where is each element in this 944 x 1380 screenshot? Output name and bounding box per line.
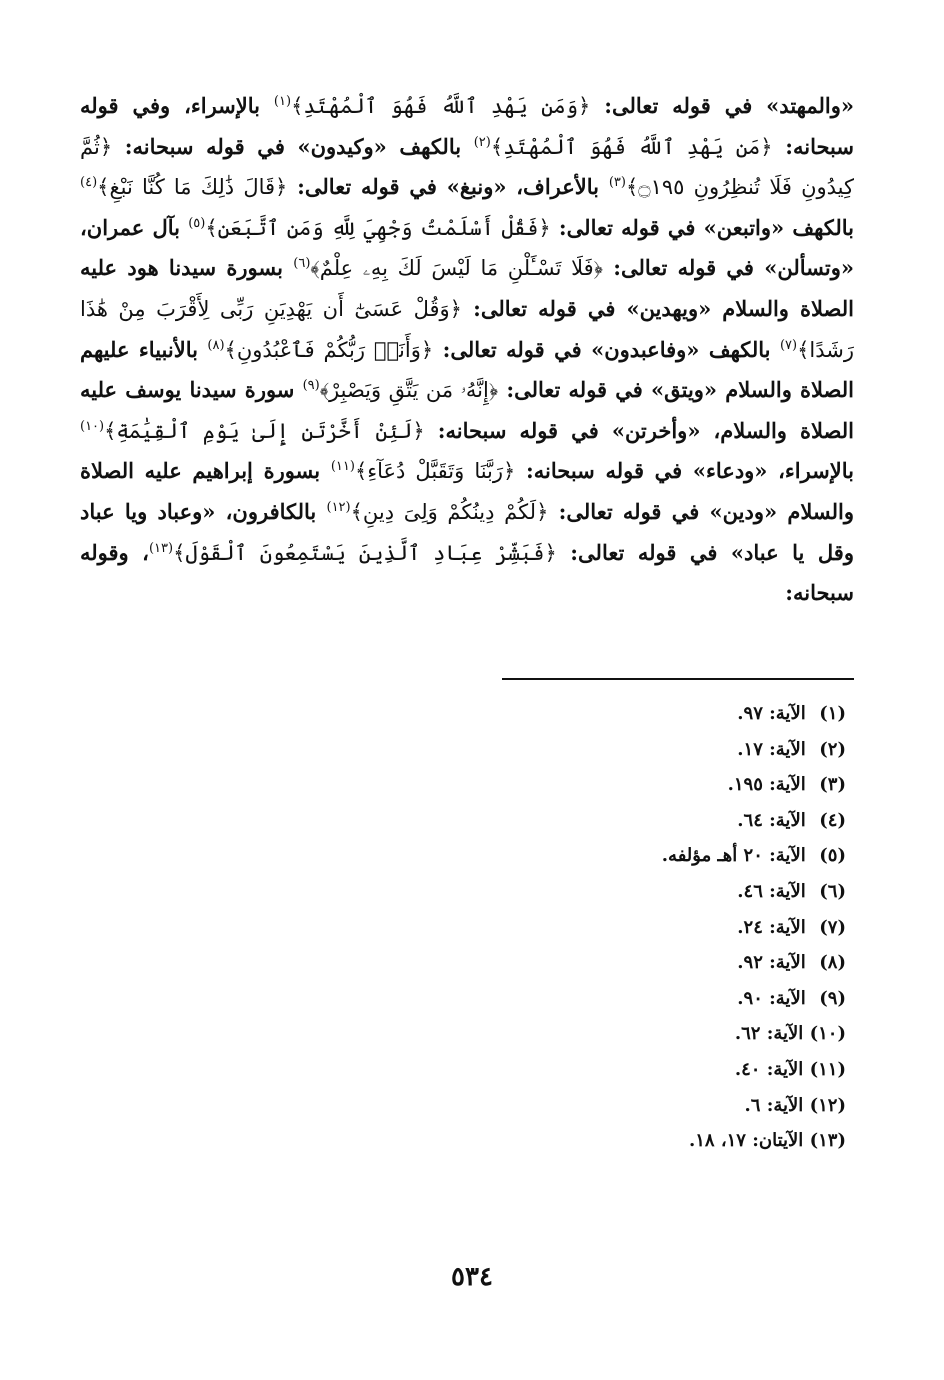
footnote-reference: (٨) (207, 337, 225, 353)
body-text-segment: سورة سيدنا يوسف عليه الصلاة والسلام، «وأخرتن» في قوله سبحانه: (80, 377, 855, 443)
footnote-reference: (١٣) (148, 540, 174, 556)
quran-verse: ﴿ثُمَّ كِيدُونِ فَلَا تُنظِرُونِ ۝١٩٥﴾ (80, 134, 854, 200)
footnote-number: (٨) (819, 952, 846, 974)
footnote-text: الآية: ٩٢. (737, 952, 806, 974)
body-text-segment: ، وقوله سبحانه: (80, 539, 854, 606)
footnote-text: الآية: ٩٧. (737, 703, 806, 724)
footnote-item (380, 910, 846, 946)
footnote-text: الآية: ٤٦. (737, 880, 806, 902)
quran-verse: ﴿إِنَّهُۥ مَن يَتَّقِ وَيَصْبِرْ﴾ (319, 378, 499, 403)
body-text-segment: بالإسراء، وفي قوله سبحانه: (80, 93, 854, 159)
quran-verse: ﴿مَن يَهْدِ ٱللَّهُ فَهُوَ ٱلْمُهْتَدِ﴾ (490, 134, 773, 159)
footnote-number: (٢) (819, 738, 846, 760)
footnote-text: الآية: ٦. (744, 1094, 804, 1116)
footnote-item (380, 1123, 846, 1159)
footnote-number: (٣) (819, 774, 846, 796)
footnote-reference: (١٢) (326, 499, 351, 515)
footnote-text: الآية: ١٧. (737, 738, 806, 760)
footnote-text: الآية: ٩٠. (737, 987, 806, 1009)
footnote-item (380, 945, 846, 981)
footnotes-list (380, 696, 846, 1159)
footnote-text: الآية: ٢٠ أهـ مؤلفه. (661, 845, 806, 867)
footnote-item (380, 981, 846, 1017)
body-text-segment: بالأنبياء عليهم الصلاة والسلام «ويتق» في قوله تعالى: (80, 336, 855, 403)
footnote-reference: (٥) (188, 215, 206, 231)
footnote-text: الآيتان: ١٧، ١٨. (688, 1130, 804, 1152)
body-text-segment: بالكهف «وفاعبدون» في قوله تعالى: (433, 336, 780, 362)
footnote-item (380, 874, 846, 910)
footnote-text: الآية: ٢٤. (737, 916, 806, 938)
body-text-segment: بالأعراف، «ونبغ» في قوله تعالى: (287, 174, 609, 200)
footnote-text: الآية: ١٩٥. (727, 774, 806, 796)
footnote-reference: (٣) (608, 175, 626, 191)
quran-verse: ﴿وَمَن يَهْدِ ٱللَّهُ فَهُوَ ٱلْمُهْتَدِ﴾ (291, 94, 591, 118)
body-text-segment: بسورة إبراهيم عليه الصلاة والسلام «ودين» في قوله تعالى: (80, 458, 854, 524)
body-text-segment: بالكهف «وكيدون» في قوله سبحانه: (112, 133, 474, 159)
footnote-item (380, 838, 846, 874)
footnote-number: (١٣) (809, 1130, 846, 1152)
footnote-reference: (٦) (293, 256, 311, 272)
footnote-item (380, 696, 846, 732)
body-text-segment: بالإسراء، «ودعاء» في قوله سبحانه: (515, 458, 854, 484)
footnote-item (380, 767, 846, 803)
footnote-item (380, 732, 846, 768)
footnote-number: (١٢) (809, 1094, 846, 1116)
footnote-text: الآية: ٦٤. (737, 809, 806, 831)
footnote-item (380, 1052, 846, 1088)
footnote-number: (٦) (819, 880, 846, 902)
footnote-separator (502, 678, 854, 680)
body-text-segment: بآل عمران، «وتسألن» في قوله تعالى: (80, 214, 854, 281)
footnote-reference: (١٠) (80, 418, 105, 434)
body-text-segment: بالكهف «واتبعن» في قوله تعالى: (550, 214, 854, 240)
footnote-text: الآية: ٦٢. (734, 1023, 804, 1045)
footnote-item (380, 803, 846, 839)
footnote-number: (٩) (819, 987, 846, 1009)
footnote-reference: (١) (273, 94, 292, 109)
quran-verse: ﴿وَقُلْ عَسَىٰٓ أَن يَهْدِيَنِ رَبِّى لِأَقْرَبَ مِنْ هَٰذَا رَشَدًا﴾ (80, 296, 855, 362)
quran-verse: ﴿رَبَّنَا وَتَقَبَّلْ دُعَآءِ﴾ (354, 459, 516, 484)
footnote-number: (٥) (819, 845, 846, 867)
footnote-number: (٧) (819, 916, 846, 938)
footnote-text: الآية: ٤٠. (734, 1058, 804, 1080)
footnote-reference: (٤) (80, 175, 98, 191)
main-paragraph (80, 86, 854, 614)
body-text-segment: بالكافرون، «وعباد ويا عباد وقل يا عباد» في قوله تعالى: (80, 498, 854, 565)
quran-verse: ﴿فَبَشِّرْ عِبَادِ ٱلَّذِينَ يَسْتَمِعُونَ ٱلْقَوْلَ﴾ (173, 540, 557, 565)
footnote-number: (١) (819, 703, 846, 724)
footnote-item (380, 1016, 846, 1052)
footnote-reference: (٢) (473, 134, 491, 150)
footnote-reference: (١١) (330, 459, 355, 475)
quran-verse: ﴿لَكُمْ دِينُكُمْ وَلِىَ دِينِ﴾ (350, 499, 549, 524)
footnote-reference: (٩) (302, 378, 320, 394)
quran-verse: ﴿وَأَنَا۠ رَبُّكُمْ فَٱعْبُدُونِ﴾ (224, 337, 434, 362)
footnote-reference: (٧) (779, 337, 798, 353)
footnote-number: (١٠) (809, 1023, 846, 1045)
quran-verse: ﴿فَقُلْ أَسْلَمْتُ وَجْهِيَ لِلَّهِ وَمَنِ ٱتَّبَعَنِ﴾ (205, 215, 551, 240)
body-text-segment: بسورة سيدنا هود عليه الصلاة والسلام «ويهدين» في قوله تعالى: (80, 255, 855, 321)
body-text-segment: «والمهتد» في قوله تعالى: (590, 93, 854, 118)
footnote-number: (٤) (819, 809, 846, 831)
quran-verse: ﴿قَالَ ذَٰلِكَ مَا كُنَّا نَبْغِ﴾ (97, 175, 288, 200)
footnote-number: (١١) (809, 1058, 846, 1080)
page-number: ٥٣٤ (451, 1262, 493, 1292)
footnote-item (380, 1088, 846, 1124)
quran-verse: ﴿فَلَا تَسْـَٔلْنِ مَا لَيْسَ لَكَ بِهِۦ عِلْمٌ﴾ (310, 256, 603, 281)
quran-verse: ﴿لَئِنْ أَخَّرْتَنِ إِلَىٰ يَوْمِ ٱلْقِيَٰمَةِ﴾ (104, 418, 425, 443)
